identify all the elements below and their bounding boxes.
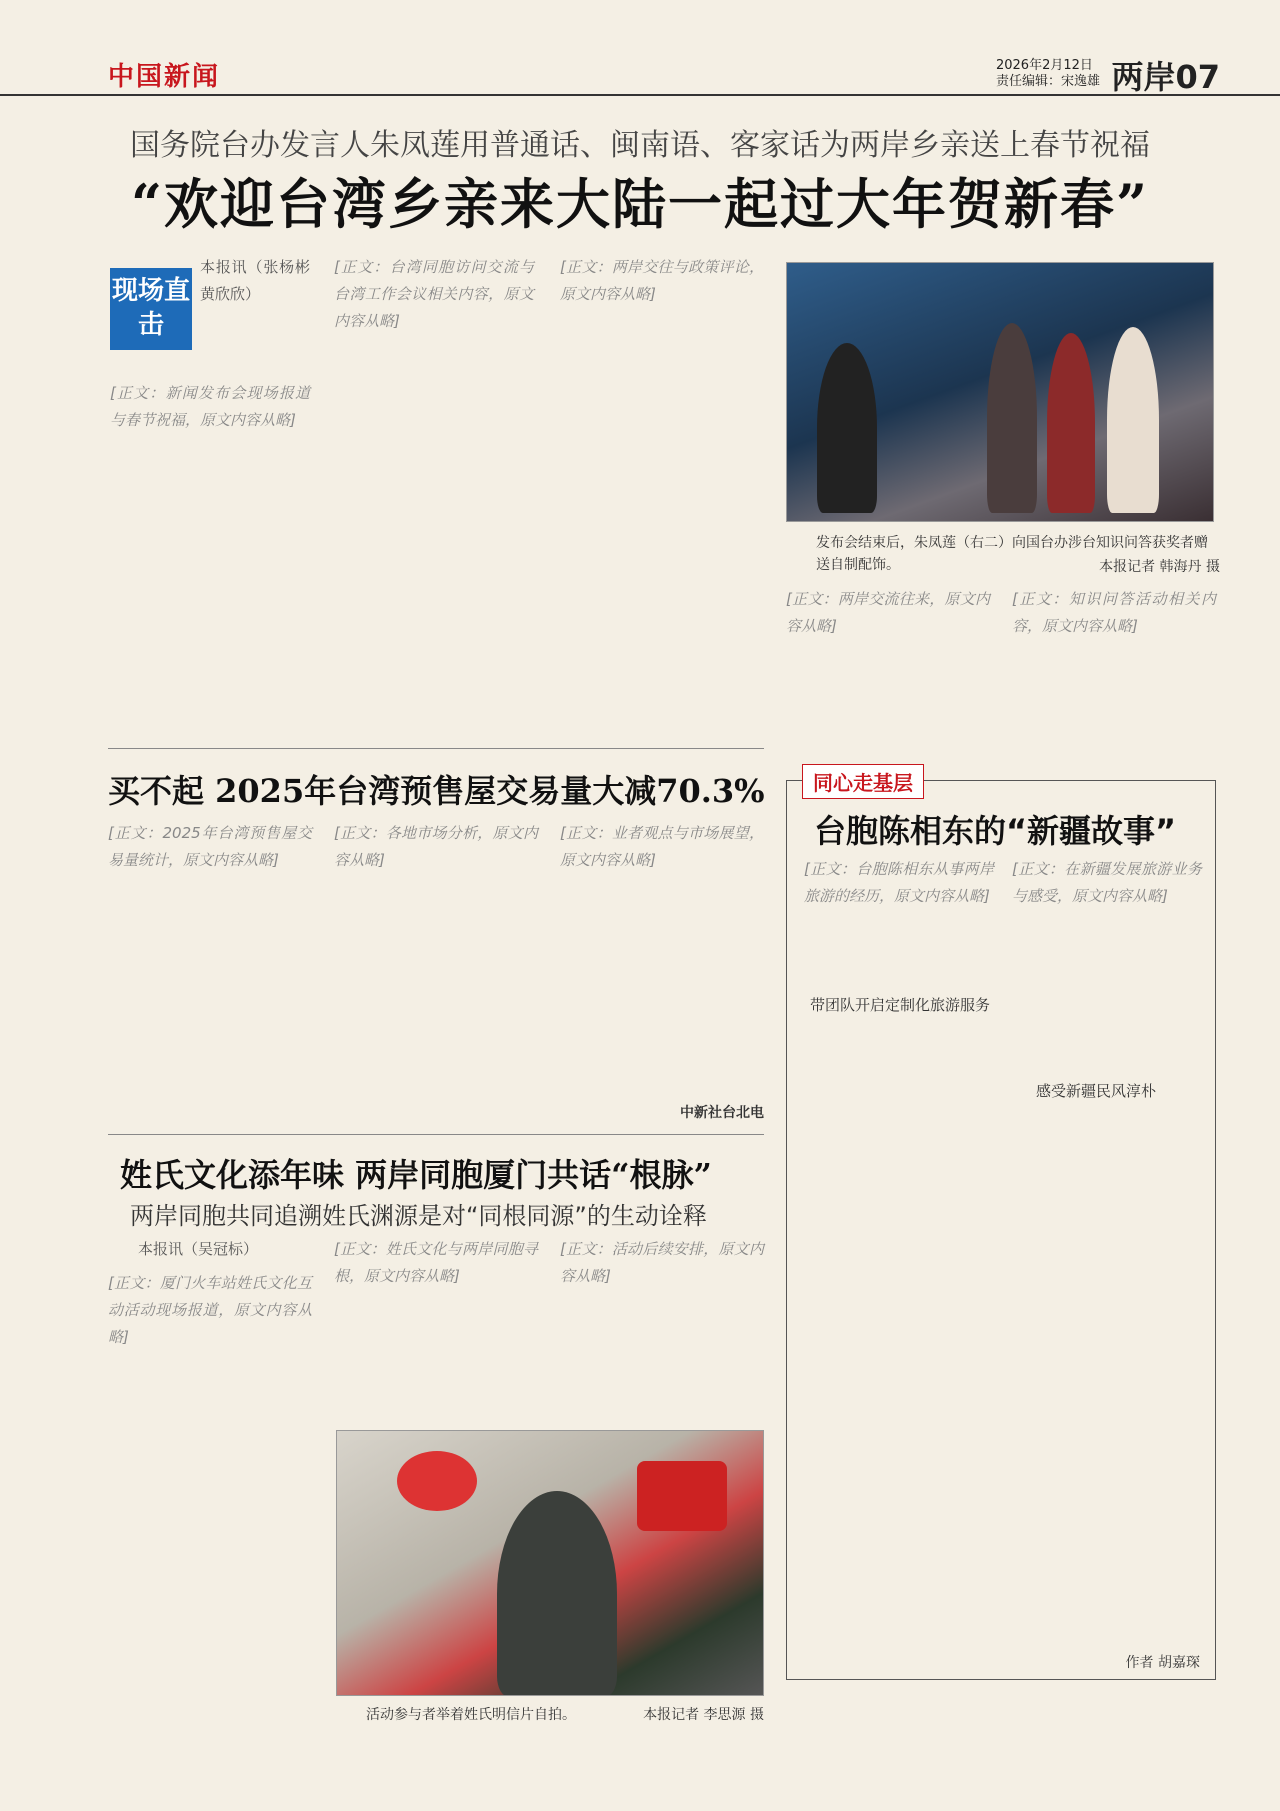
lead-col-5: [正文：知识问答活动相关内容，原文内容从略]: [1012, 590, 1216, 635]
housing-col-3: [正文：业者观点与市场展望，原文内容从略]: [560, 824, 764, 869]
sidebar-title: 台胞陈相东的“新疆故事”: [814, 812, 1177, 850]
sidebar-credit: 作者 胡嘉琛: [1125, 1655, 1200, 1671]
sidebar-col-1: [正文：台胞陈相东从事两岸旅游的经历，原文内容从略]: [804, 860, 994, 905]
sidebar-col-2: [正文：在新疆发展旅游业务与感受，原文内容从略]: [1012, 860, 1202, 905]
lead-headline: “欢迎台湾乡亲来大陆一起过大年贺新春”: [130, 172, 1150, 236]
surname-dateline: 本报讯（吴冠标）: [138, 1240, 259, 1258]
lead-photo-credit: 本报记者 韩海丹 摄: [1099, 559, 1220, 575]
lead-col-2: [正文：台湾同胞访问交流与台湾工作会议相关内容，原文内容从略]: [334, 258, 534, 330]
issue-date: 2026年2月12日: [995, 58, 1093, 73]
divider-line: [108, 748, 764, 749]
surname-subhead: 两岸同胞共同追溯姓氏渊源是对“同根同源”的生动诠释: [130, 1202, 707, 1230]
surname-photo-caption: 活动参与者举着姓氏明信片自拍。: [366, 1707, 576, 1723]
lead-deck: 国务院台办发言人朱凤莲用普通话、闽南语、客家话为两岸乡亲送上春节祝福: [130, 128, 1150, 163]
lead-dateline-text: 本报讯（张杨彬 黄欣欣）: [200, 258, 310, 303]
housing-col-1: [正文：2025年台湾预售屋交易量统计，原文内容从略]: [108, 824, 312, 869]
surname-col-1: [正文：厦门火车站姓氏文化互动活动现场报道，原文内容从略]: [108, 1274, 312, 1346]
sidebar-tag: 同心走基层: [802, 764, 924, 799]
surname-col-2: [正文：姓氏文化与两岸同胞寻根，原文内容从略]: [334, 1240, 538, 1285]
section-name: 两岸07: [1111, 58, 1220, 96]
divider-line: [108, 1134, 764, 1135]
lead-col-1: [正文：新闻发布会现场报道与春节祝福，原文内容从略]: [110, 384, 310, 429]
surname-headline: 姓氏文化添年味 两岸同胞厦门共话“根脉”: [120, 1156, 712, 1194]
issue-info: [996, 58, 1100, 90]
surname-photo: [336, 1430, 764, 1696]
sidebar-subheading-1: 带团队开启定制化旅游服务: [810, 996, 991, 1014]
lead-dateline: [200, 254, 310, 308]
lead-col-3: [正文：两岸交往与政策评论，原文内容从略]: [560, 258, 764, 303]
newspaper-logo: 中国新闻: [108, 62, 221, 92]
live-report-stamp: 现场直击: [110, 268, 192, 350]
lead-photo-caption: 发布会结束后，朱凤莲（右二）向国台办涉台知识问答获奖者赠送自制配饰。: [816, 535, 1208, 573]
sidebar-subheading-2: 感受新疆民风淳朴: [1036, 1082, 1157, 1100]
editor-credit: 责任编辑：宋逸雄: [995, 74, 1100, 89]
surname-photo-credit: 本报记者 李思源 摄: [643, 1707, 764, 1723]
housing-credit: 中新社台北电: [680, 1105, 764, 1121]
housing-headline: 买不起 2025年台湾预售屋交易量大减70.3%: [108, 772, 765, 810]
lead-photo: [786, 262, 1214, 522]
lead-col-4: [正文：两岸交流往来，原文内容从略]: [786, 590, 990, 635]
sidebar-box: [786, 780, 1216, 1680]
masthead: [0, 0, 1280, 96]
housing-col-2: [正文：各地市场分析，原文内容从略]: [334, 824, 538, 869]
surname-col-3: [正文：活动后续安排，原文内容从略]: [560, 1240, 764, 1285]
